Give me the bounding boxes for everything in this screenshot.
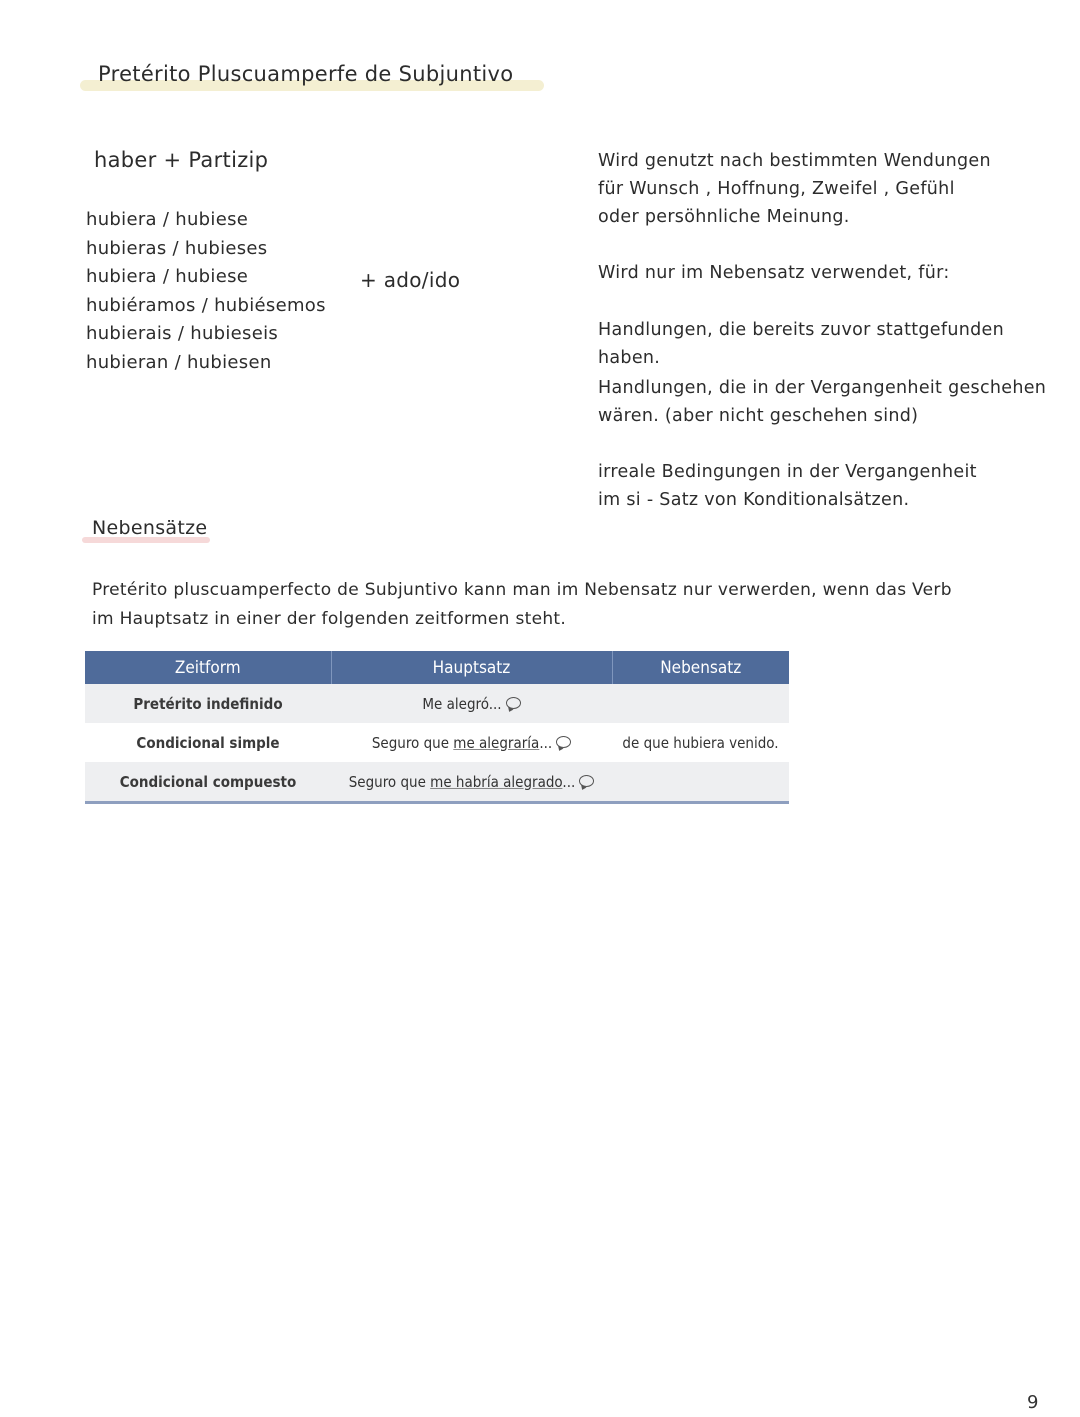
formula: haber + Partizip — [94, 148, 269, 172]
header-hauptsatz: Hauptsatz — [331, 651, 612, 684]
page-title: Pretérito Pluscuamperfe de Subjuntivo — [98, 62, 514, 86]
header-zeitform: Zeitform — [85, 651, 331, 684]
rule-line: Pretérito pluscuamperfecto de Subjuntivo kann man im Nebensatz nur verwerden, wenn das Verb — [92, 580, 952, 600]
rule-text — [92, 576, 952, 634]
hauptsatz-ellipsis: ... — [562, 772, 576, 791]
hauptsatz-link[interactable]: me habría alegrado — [430, 772, 563, 791]
cell-zeitform: Condicional simple — [136, 733, 280, 752]
conjugation-list — [86, 206, 326, 378]
speech-bubble-icon[interactable] — [579, 775, 594, 787]
hauptsatz-text: Me alegró... — [422, 694, 502, 713]
speech-bubble-icon[interactable] — [556, 736, 571, 748]
participle-suffix: + ado/ido — [360, 268, 461, 292]
cell-hauptsatz — [331, 762, 612, 803]
section-heading-block — [82, 517, 207, 539]
conjugation-row: hubiéramos / hubiésemos — [86, 294, 326, 316]
note-line: im si - Satz von Konditionalsätzen. — [598, 490, 910, 510]
rule-line: im Hauptsatz in einer der folgenden zeitformen steht. — [92, 609, 567, 629]
cell-zeitform: Condicional compuesto — [85, 762, 331, 803]
header-nebensatz: Nebensatz — [612, 651, 789, 684]
table-row — [85, 762, 789, 803]
cell-nebensatz — [612, 684, 789, 723]
conjugation-row: hubieras / hubieses — [86, 237, 268, 259]
note-line: Wird genutzt nach bestimmten Wendungen — [598, 151, 991, 171]
note-line: wären. (aber nicht geschehen sind) — [598, 406, 919, 426]
cell-hauptsatz — [331, 684, 612, 723]
hauptsatz-ellipsis: ... — [539, 733, 553, 752]
note-line: haben. — [598, 348, 661, 368]
page-number: 9 — [1027, 1392, 1039, 1413]
note-line: Handlungen, die bereits zuvor stattgefunden — [598, 320, 1004, 340]
table-header-row — [85, 651, 789, 684]
conjugation-row: hubiera / hubiese — [86, 266, 249, 288]
note-nebensatz-only: Wird nur im Nebensatz verwendet, für: — [598, 263, 950, 283]
note-hypothetical-past — [598, 374, 1046, 430]
title-block — [80, 62, 544, 94]
note-irreal-conditions — [598, 458, 977, 514]
section-heading: Nebensätze — [92, 517, 208, 539]
hauptsatz-text: Seguro que — [348, 772, 431, 791]
conjugation-row: hubiera / hubiese — [86, 209, 249, 230]
note-line: oder persöhnliche Meinung. — [598, 207, 850, 227]
speech-bubble-icon[interactable] — [506, 697, 521, 709]
hauptsatz-link[interactable]: me alegraría — [453, 733, 540, 752]
tense-table — [85, 651, 789, 804]
note-line: Handlungen, die in der Vergangenheit geschehen — [598, 378, 1047, 398]
cell-nebensatz — [612, 762, 789, 803]
note-line: für Wunsch , Hoffnung, Zweifel , Gefühl — [598, 179, 955, 199]
cell-hauptsatz — [331, 723, 612, 762]
cell-zeitform: Pretérito indefinido — [85, 684, 331, 723]
note-line: irreale Bedingungen in der Vergangenheit — [598, 462, 977, 482]
cell-nebensatz: de que hubiera venido. — [622, 733, 779, 752]
conjugation-row: hubierais / hubieseis — [86, 323, 279, 345]
table-row — [85, 684, 789, 723]
note-usage — [598, 147, 991, 231]
note-completed-actions — [598, 316, 1004, 372]
conjugation-row: hubieran / hubiesen — [86, 351, 272, 373]
table-row — [85, 723, 789, 762]
hauptsatz-text: Seguro que — [371, 733, 454, 752]
